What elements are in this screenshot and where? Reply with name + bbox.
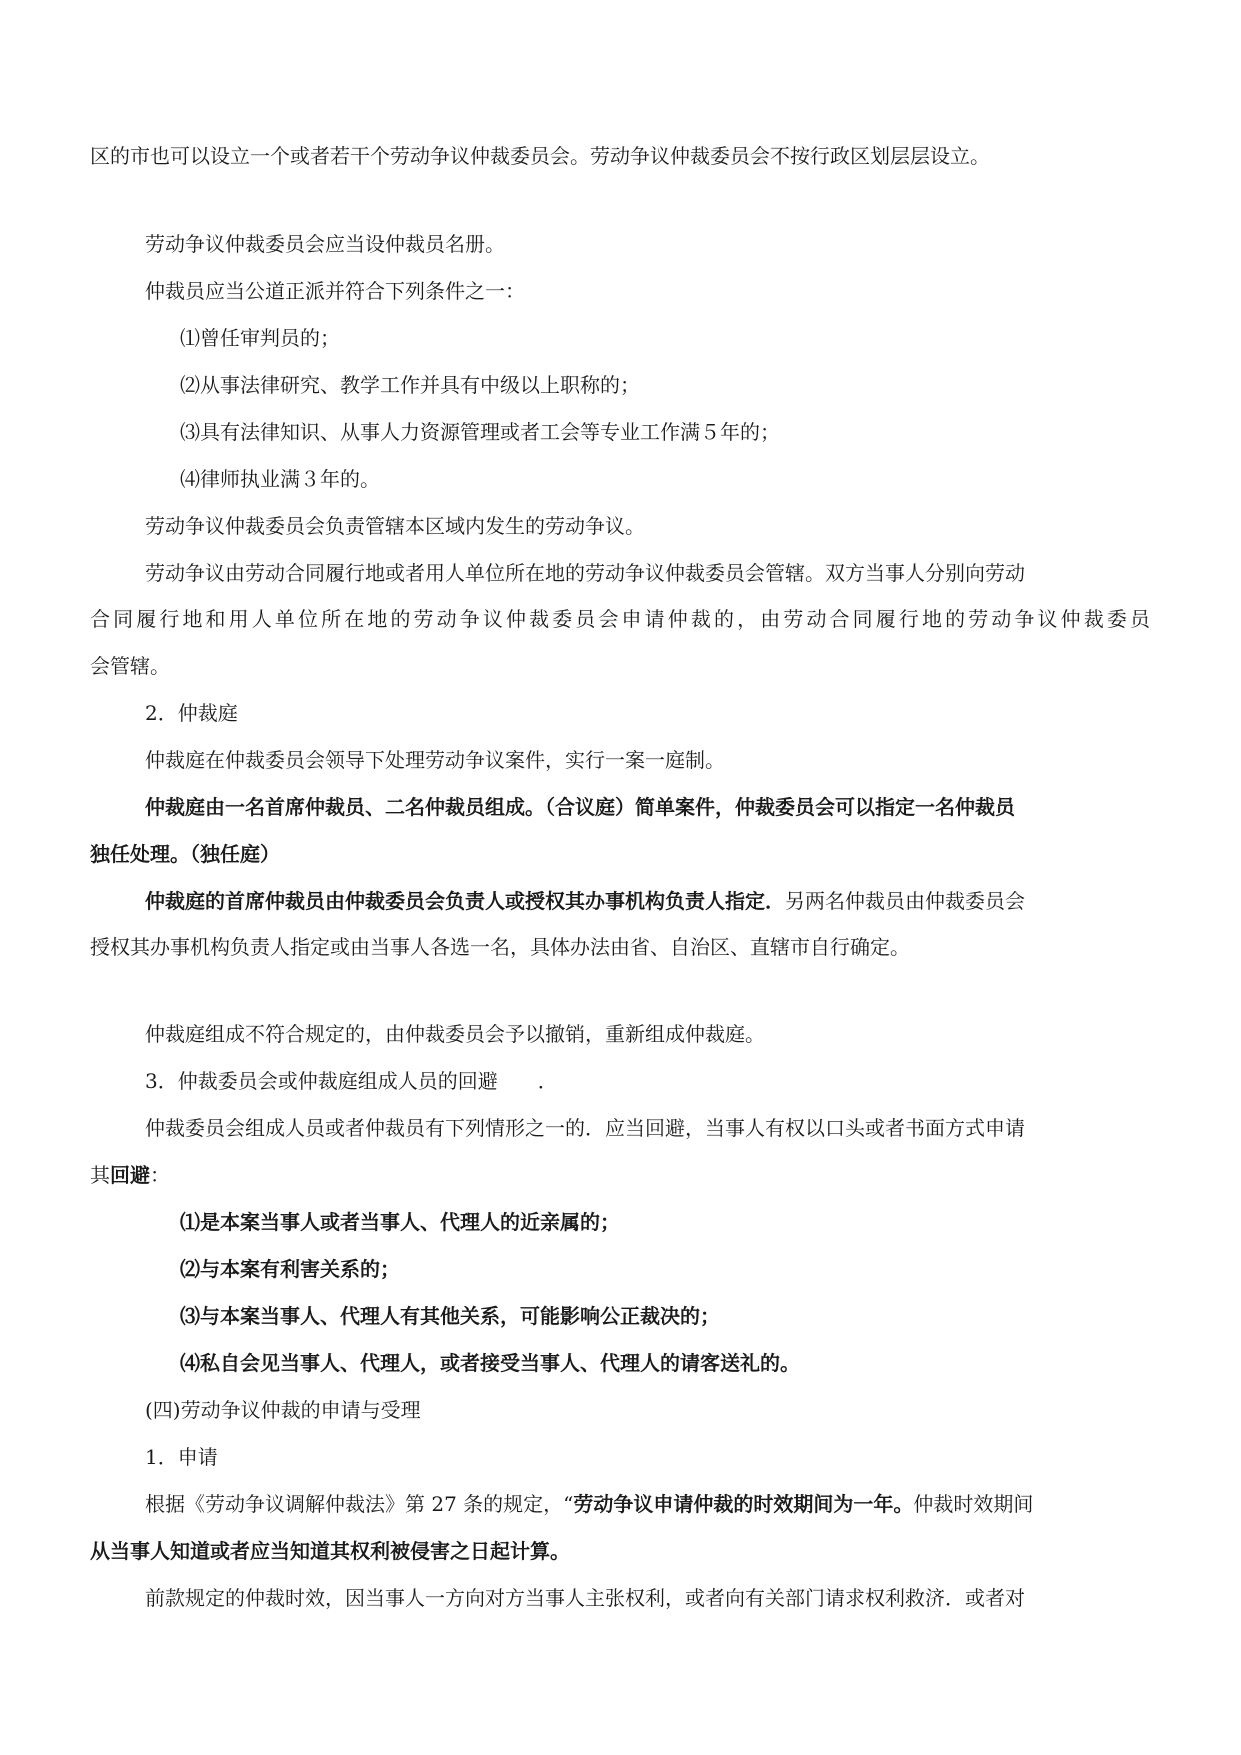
- text-line: 仲裁委员会组成人员或者仲裁员有下列情形之一的．应当回避，当事人有权以口头或者书面方式申请: [145, 1116, 1025, 1140]
- plain-text: ：: [150, 1163, 170, 1187]
- list-item: ⑷私自会见当事人、代理人，或者接受当事人、代理人的请客送礼的。: [180, 1351, 800, 1375]
- bold-text: 劳动争议申请仲裁的时效期间为一年。: [573, 1492, 914, 1516]
- text-line: 仲裁庭在仲裁委员会领导下处理劳动争议案件，实行一案一庭制。: [145, 748, 725, 772]
- text-line: 仲裁员应当公道正派并符合下列条件之一：: [145, 279, 525, 303]
- text-line: 劳动争议仲裁委员会负责管辖本区域内发生的劳动争议。: [145, 514, 645, 538]
- text-line: 劳动争议由劳动合同履行地或者用人单位所在地的劳动争议仲裁委员会管辖。双方当事人分别向劳动: [145, 561, 1025, 585]
- text-line: 前款规定的仲裁时效，因当事人一方向对方当事人主张权利，或者向有关部门请求权利救济．或者对: [145, 1586, 1025, 1610]
- text-line: 会管辖。: [90, 654, 170, 678]
- section-heading: (四)劳动争议仲裁的申请与受理: [145, 1398, 421, 1422]
- section-heading: 1．申请: [145, 1445, 218, 1469]
- bold-text: 回避: [110, 1163, 150, 1187]
- bold-text-line: 从当事人知道或者应当知道其权利被侵害之日起计算。: [90, 1539, 570, 1563]
- list-item: ⑴是本案当事人或者当事人、代理人的近亲属的；: [180, 1210, 620, 1234]
- text-line: [145, 887, 1025, 915]
- section-heading: 2．仲裁庭: [145, 701, 238, 725]
- plain-text: 另两名仲裁员由仲裁委员会: [785, 889, 1025, 913]
- section-heading: 3．仲裁委员会或仲裁庭组成人员的回避 ．: [145, 1069, 558, 1093]
- text-line: 仲裁庭组成不符合规定的，由仲裁委员会予以撤销，重新组成仲裁庭。: [145, 1022, 765, 1046]
- list-item: ⑵从事法律研究、教学工作并具有中级以上职称的；: [180, 373, 640, 397]
- text-line: 区的市也可以设立一个或者若干个劳动争议仲裁委员会。劳动争议仲裁委员会不按行政区划层层设立。: [90, 144, 990, 168]
- bold-text: 仲裁庭的首席仲裁员由仲裁委员会负责人或授权其办事机构负责人指定．: [145, 889, 785, 913]
- list-item: ⑷律师执业满３年的。: [180, 467, 380, 491]
- bold-text-line: 仲裁庭由一名首席仲裁员、二名仲裁员组成。（合议庭）简单案件，仲裁委员会可以指定一名仲裁员: [145, 795, 1015, 819]
- list-item: ⑴曾任审判员的；: [180, 326, 340, 350]
- text-line: [90, 1161, 170, 1189]
- list-item: ⑶与本案当事人、代理人有其他关系，可能影响公正裁决的；: [180, 1304, 720, 1328]
- plain-text: 仲裁时效期间: [913, 1492, 1034, 1516]
- plain-text: 其: [90, 1163, 110, 1187]
- text-line: [145, 1490, 1033, 1518]
- bold-text-line: 独任处理。（独任庭）: [90, 842, 280, 866]
- list-item: ⑶具有法律知识、从事人力资源管理或者工会等专业工作满５年的；: [180, 420, 780, 444]
- text-line: 授权其办事机构负责人指定或由当事人各选一名，具体办法由省、自治区、直辖市自行确定。: [90, 935, 910, 959]
- list-item: ⑵与本案有利害关系的；: [180, 1257, 400, 1281]
- text-line: 合同履行地和用人单位所在地的劳动争议仲裁委员会申请仲裁的，由劳动合同履行地的劳动争议仲裁委员: [90, 607, 1150, 631]
- text-line: 劳动争议仲裁委员会应当设仲裁员名册。: [145, 232, 505, 256]
- plain-text: 根据《劳动争议调解仲裁法》第 27 条的规定，“: [145, 1492, 574, 1516]
